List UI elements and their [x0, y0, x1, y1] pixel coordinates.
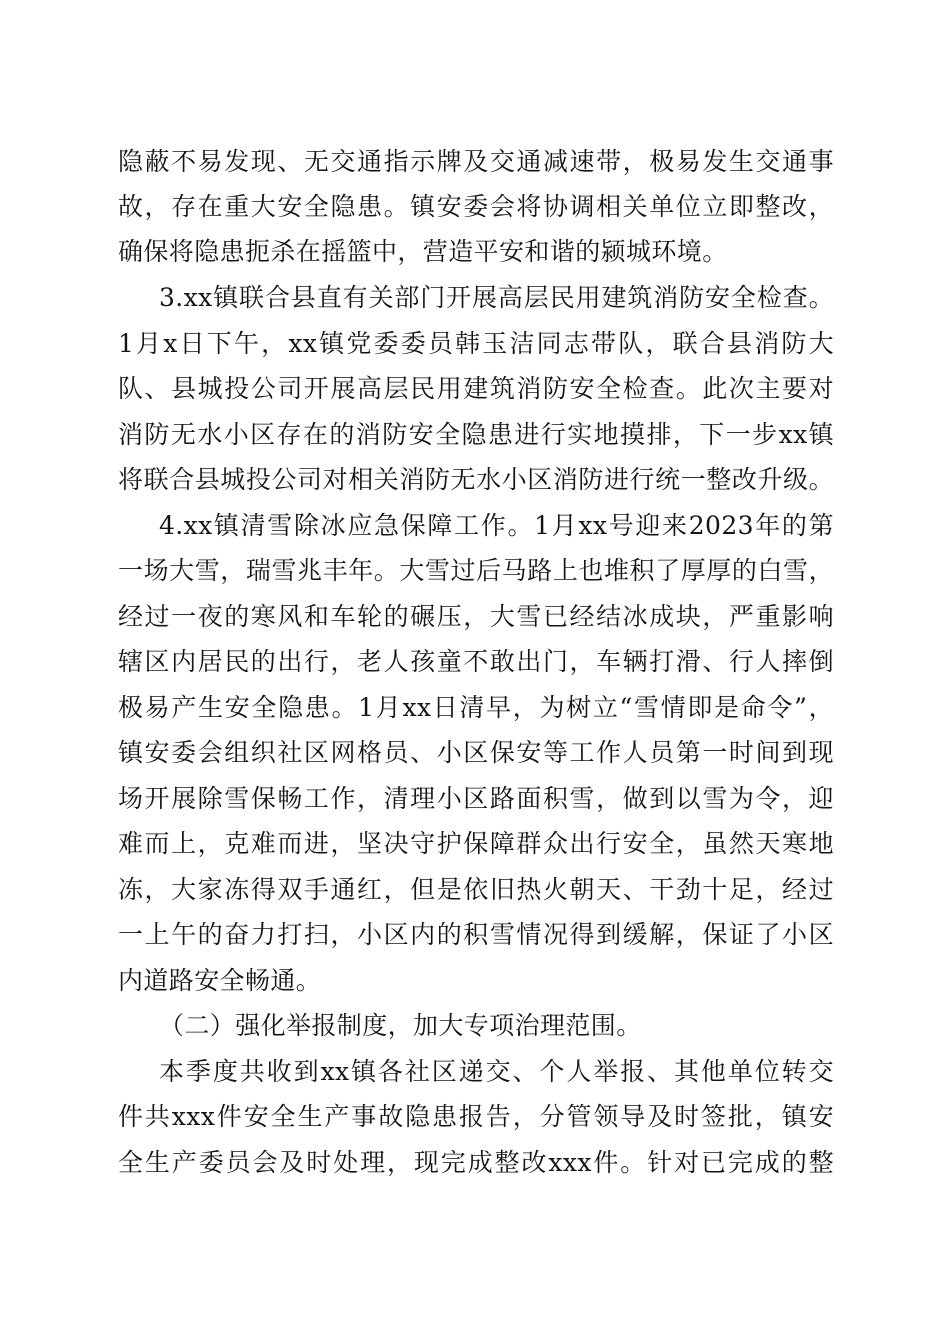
paragraph-line: 将联合县城投公司对相关消防无水小区消防进行统一整改升级。 [118, 465, 834, 494]
paragraph-line: 队、县城投公司开展高层民用建筑消防安全检查。此次主要对 [118, 374, 834, 403]
paragraph-line: 隐蔽不易发现、无交通指示牌及交通减速带，极易发生交通事 [118, 147, 834, 176]
paragraph-line: 辖区内居民的出行，老人孩童不敢出门，车辆打滑、行人摔倒 [118, 647, 834, 676]
item-heading-3: 3.xx镇联合县直有关部门开展高层民用建筑消防安全检查。 [159, 283, 834, 312]
item-heading-4: 4.xx镇清雪除冰应急保障工作。1月xx号迎来2023年的第 [159, 511, 834, 540]
paragraph-line: 经过一夜的寒风和车轮的碾压，大雪已经结冰成块，严重影响 [118, 602, 834, 631]
paragraph-line: 本季度共收到xx镇各社区递交、个人举报、其他单位转交 [159, 1057, 834, 1086]
paragraph-line: 确保将隐患扼杀在摇篮中，营造平安和谐的颍城环境。 [118, 237, 728, 266]
paragraph-line: 难而上，克难而进，坚决守护保障群众出行安全，虽然天寒地 [118, 829, 834, 858]
paragraph-line: 1月x日下午，xx镇党委委员韩玉洁同志带队，联合县消防大 [118, 329, 834, 358]
paragraph-line: 故，存在重大安全隐患。镇安委会将协调相关单位立即整改， [118, 192, 834, 221]
paragraph-line: 消防无水小区存在的消防安全隐患进行实地摸排，下一步xx镇 [118, 420, 834, 449]
paragraph-line: 场开展除雪保畅工作，清理小区路面积雪，做到以雪为令，迎 [118, 784, 834, 813]
paragraph-line: 极易产生安全隐患。1月xx日清早，为树立“雪情即是命令”， [118, 693, 834, 722]
paragraph-line: 冻，大家冻得双手通红，但是依旧热火朝天、干劲十足，经过 [118, 875, 834, 904]
paragraph-line: 件共xxx件安全生产事故隐患报告，分管领导及时签批，镇安 [118, 1102, 834, 1131]
paragraph-line: 全生产委员会及时处理，现完成整改xxx件。针对已完成的整 [118, 1148, 834, 1177]
paragraph-line: 内道路安全畅通。 [118, 966, 322, 995]
paragraph-line: 一场大雪，瑞雪兆丰年。大雪过后马路上也堆积了厚厚的白雪， [118, 556, 834, 585]
paragraph-line: 镇安委会组织社区网格员、小区保安等工作人员第一时间到现 [118, 738, 834, 767]
paragraph-line: 一上午的奋力打扫，小区内的积雪情况得到缓解，保证了小区 [118, 920, 834, 949]
section-heading: （二）强化举报制度，加大专项治理范围。 [159, 1011, 642, 1040]
